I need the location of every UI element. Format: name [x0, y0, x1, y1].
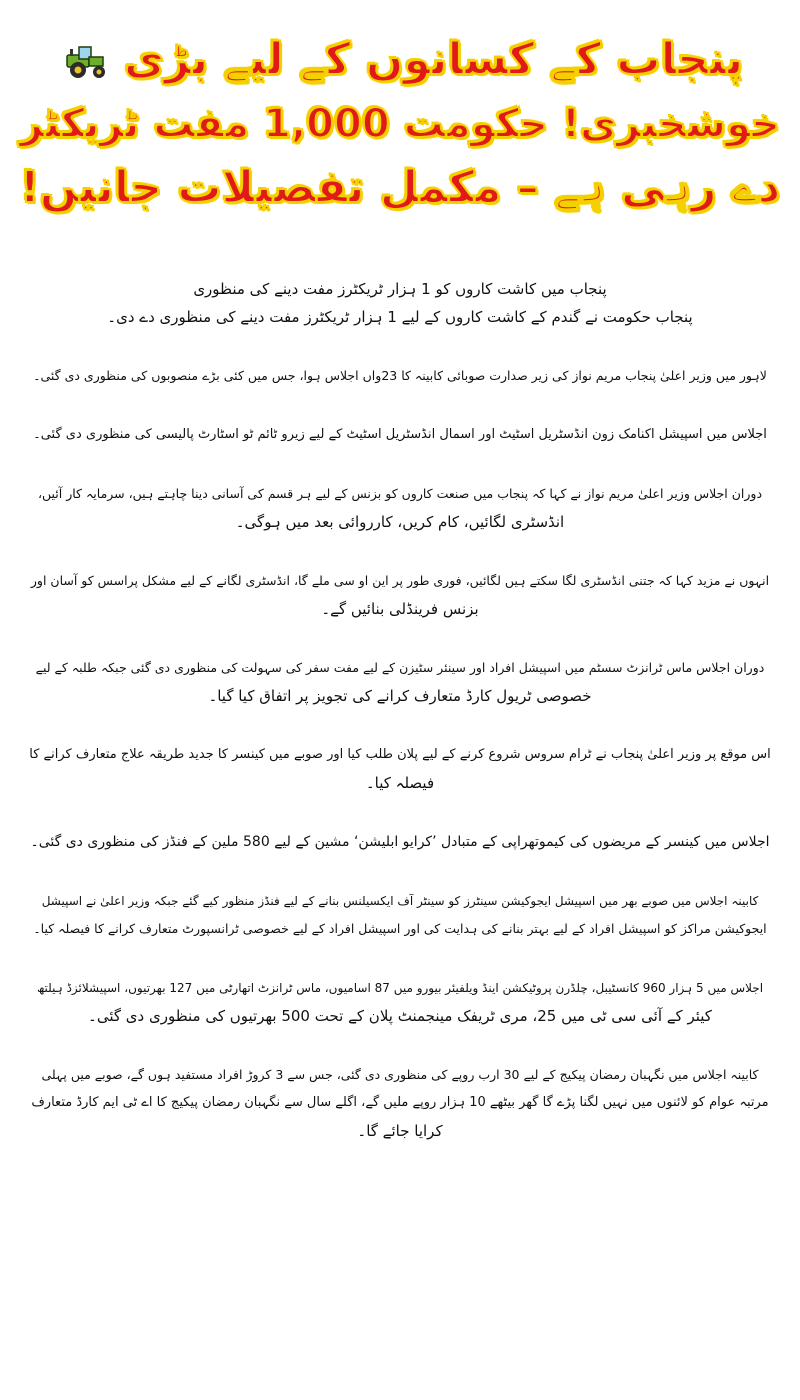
paragraph	[28, 567, 772, 623]
headline-line-1-text: پنجاب کے کسانوں کے لیے بڑی	[124, 34, 744, 85]
paragraph-line: پنجاب حکومت نے گندم کے کاشت کاروں کے لیے 1 ہزار ٹریکٹرز مفت دینے کی منظوری دے دی۔	[107, 308, 693, 326]
paragraph-line: پنجاب میں کاشت کاروں کو 1 ہزار ٹریکٹرز مفت دینے کی منظوری	[193, 280, 607, 298]
headline-line-1	[18, 28, 782, 92]
paragraph	[28, 974, 772, 1030]
paragraph-line: اجلاس میں اسپیشل اکنامک زون انڈسٹریل اسٹیٹ اور اسمال انڈسٹریل اسٹیٹ کے لیے زیرو ٹائم ٹو اسٹارٹ پالیسی کی منظوری دی گئی۔	[33, 427, 767, 442]
paragraph-line: بزنس فرینڈلی بنائیں گے۔	[321, 600, 479, 618]
paragraph	[28, 654, 772, 710]
paragraph	[28, 828, 772, 856]
article-body	[18, 220, 782, 1145]
paragraph-line: دوران اجلاس وزیر اعلیٰ مریم نواز نے کہا کہ پنجاب میں صنعت کاروں کو بزنس کے لیے ہر قسم کی آسانی دینا چاہتے ہیں، سرمایہ کار آئیں،	[37, 486, 763, 501]
paragraph	[28, 741, 772, 797]
paragraph-line: انڈسٹری لگائیں، کام کریں، کارروائی بعد میں ہوگی۔	[235, 513, 565, 531]
paragraph-line: اجلاس میں کینسر کے مریضوں کی کیموتھراپی کے متبادل ’کرایو ابلیشن‘ مشین کے لیے 580 ملین کے فنڈز کی منظوری دی گئی۔	[30, 834, 770, 850]
paragraph	[28, 887, 772, 943]
paragraph-line: کابینہ اجلاس میں صوبے بھر میں اسپیشل ایجوکیشن سینٹرز کو سینٹر آف ایکسیلنس بنانے کے لیے فنڈز منظور کیے گئے جبکہ وزیر اعلیٰ نے اسپیشل	[41, 894, 759, 908]
paragraph-line: کرایا جائے گا۔	[357, 1122, 443, 1140]
headline-line-2: خوشخبری! حکومت 1,000 مفت ٹریکٹر	[20, 101, 780, 147]
paragraph-line: اس موقع پر وزیر اعلیٰ پنجاب نے ٹرام سروس شروع کرنے کے لیے پلان طلب کیا اور صوبے میں کینسر کا جدید طریقہ علاج متعارف کرانے کا	[29, 747, 771, 762]
paragraph	[28, 362, 772, 390]
paragraph-line: مرتبہ عوام کو لائنوں میں نہیں لگنا پڑے گا گھر بیٹھے 10 ہزار روپے ملیں گے، اگلے سال سے نگہبان رمضان پیکیج کا اے ٹی ایم کارڈ متعارف	[31, 1095, 769, 1110]
paragraph-line: ایجوکیشن مراکز کو اسپیشل افراد کے لیے بہتر بنانے کی ہدایت کی اور اسپیشل افراد کے لیے خصوصی ٹرانسپورٹ متعارف کرانے کا فیصلہ کیا۔	[33, 921, 767, 936]
paragraph-line: دوران اجلاس ماس ٹرانزٹ سسٹم میں اسپیشل افراد اور سینئر سٹیزن کے لیے مفت سفر کی سہولت کی منظوری دی گئی جبکہ طلبہ کے لیے	[35, 660, 765, 675]
paragraph-line: کابینہ اجلاس میں نگہبان رمضان پیکیج کے لیے 30 ارب روپے کی منظوری دی گئی، جس سے 3 کروڑ افراد مستفید ہوں گے، صوبے میں پہلی	[41, 1067, 759, 1082]
paragraph-line: فیصلہ کیا۔	[365, 774, 435, 792]
paragraph	[28, 1061, 772, 1145]
paragraph-line: انہوں نے مزید کہا کہ جتنی انڈسٹری لگا سکتے ہیں لگائیں، فوری طور پر این او سی ملے گا، انڈسٹری لگانے کے لیے مشکل پراسس کو آسان اور	[30, 573, 770, 588]
paragraph-line: اجلاس میں 5 ہزار 960 کانسٹیبل، چلڈرن پروٹیکشن اینڈ ویلفیئر بیورو میں 87 اسامیوں، ماس ٹرانزٹ اتھارٹی میں 127 بھرتیوں، اسپیشلائزڈ ہیلتھ	[36, 981, 764, 995]
paragraph	[28, 480, 772, 536]
tractor-icon	[63, 45, 109, 79]
paragraph-line: کیئر کے آئی سی ٹی میں 25، مری ٹریفک مینجمنٹ پلان کے تحت 500 بھرتیوں کی منظوری دی گئی۔	[88, 1007, 712, 1025]
paragraph-line: خصوصی ٹریول کارڈ متعارف کرانے کی تجویز پر اتفاق کیا گیا۔	[208, 687, 592, 705]
headline	[18, 0, 782, 220]
paragraph	[28, 421, 772, 449]
paragraph	[28, 275, 772, 331]
headline-line-3: دے رہی ہے – مکمل تفصیلات جانیں!	[19, 162, 781, 213]
paragraph-line: لاہور میں وزیر اعلیٰ پنجاب مریم نواز کی زیر صدارت صوبائی کابینہ کا 23واں اجلاس ہوا، جس میں کئی بڑے منصوبوں کی منظوری دی گئی۔	[33, 368, 767, 383]
